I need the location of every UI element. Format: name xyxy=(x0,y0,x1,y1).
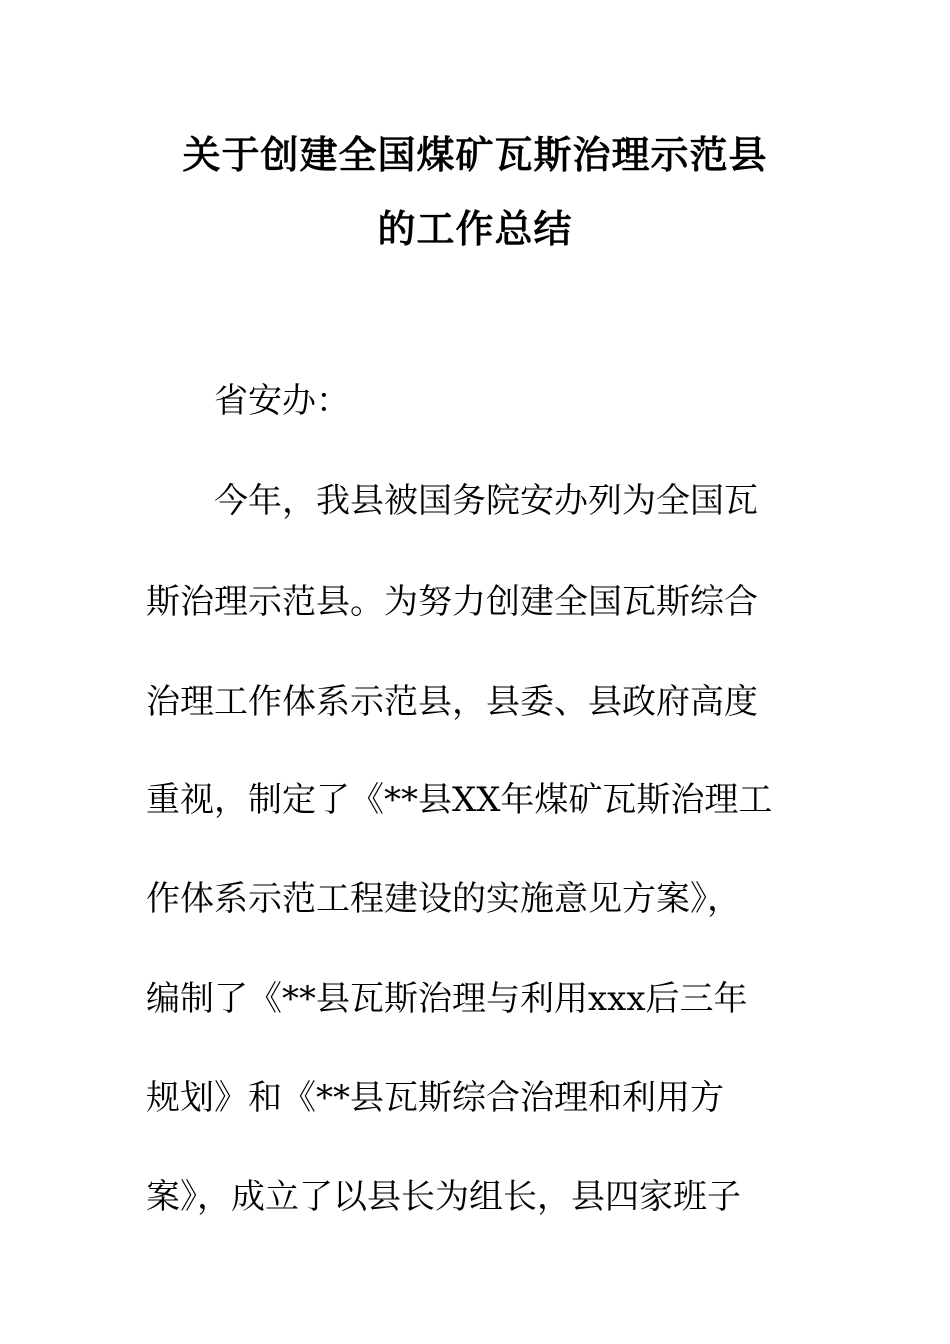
body-line-1: 今年，我县被国务院安办列为全国瓦 xyxy=(214,481,758,521)
salutation: 省安办： xyxy=(214,381,350,421)
body-line-7: 规划》和《**县瓦斯综合治理和利用方 xyxy=(146,1078,724,1118)
body-line-2: 斯治理示范县。为努力创建全国瓦斯综合 xyxy=(146,582,758,622)
body-line-4: 重视，制定了《**县XX年煤矿瓦斯治理工 xyxy=(146,780,773,820)
document-title-line-1: 关于创建全国煤矿瓦斯治理示范县 xyxy=(182,133,768,177)
body-line-8: 案》，成立了以县长为组长，县四家班子 xyxy=(146,1177,741,1217)
body-line-5: 作体系示范工程建设的实施意见方案》， xyxy=(146,879,741,919)
body-line-3: 治理工作体系示范县，县委、县政府高度 xyxy=(146,682,758,722)
document-title-line-2: 的工作总结 xyxy=(377,207,573,251)
body-line-6: 编制了《**县瓦斯治理与利用xxx后三年 xyxy=(146,979,748,1019)
